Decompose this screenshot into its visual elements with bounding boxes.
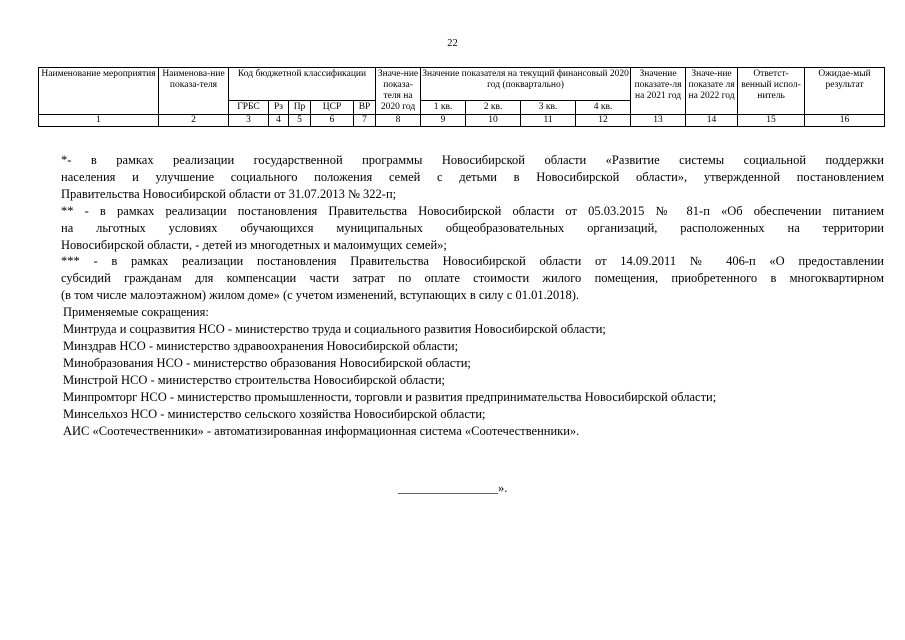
- column-number: 11: [521, 115, 576, 127]
- footnote-line: *** - в рамках реализации постановления Правительства Новосибирской области от 14.09.2011 № 406-п «О предоставлении: [61, 254, 884, 269]
- subheader-grbs: ГРБС: [229, 101, 269, 115]
- column-number: 13: [631, 115, 686, 127]
- header-value-2021: Значение показате-ля на 2021 год: [631, 68, 686, 115]
- header-responsible: Ответст-венный испол-нитель: [738, 68, 805, 115]
- abbreviation-item: Минздрав НСО - министерство здравоохранения Новосибирской области;: [63, 338, 459, 353]
- header-budget-code: Код бюджетной классификации: [229, 68, 376, 101]
- column-number: 16: [805, 115, 885, 127]
- subheader-pr: Пр: [289, 101, 311, 115]
- footnote-line: Правительства Новосибирской области от 31.07.2013 № 322-п;: [61, 186, 397, 201]
- abbreviation-item: Минпромторг НСО - министерство промышленности, торговли и развития предпринимательства Новосибирской области;: [63, 389, 717, 404]
- column-number: 14: [686, 115, 738, 127]
- header-value-2020: Значе-ние показа-теля на 2020 год: [376, 68, 421, 115]
- footnote-line: Новосибирской области, - детей из многодетных и малоимущих семей»;: [61, 237, 447, 252]
- abbreviation-item: АИС «Соотечественники» - автоматизированная информационная система «Соотечественники».: [63, 423, 580, 438]
- abbreviations-title: Применяемые сокращения:: [63, 305, 209, 320]
- header-measure: Наименование мероприятия: [39, 68, 159, 115]
- column-number: 6: [311, 115, 354, 127]
- page-number: 22: [447, 38, 458, 49]
- column-number: 1: [39, 115, 159, 127]
- footnote-3: [61, 253, 884, 304]
- subheader-rz: Рз: [269, 101, 289, 115]
- column-number: 3: [229, 115, 269, 127]
- subheader-vr: ВР: [354, 101, 376, 115]
- abbreviation-item: Минобразования НСО - министерство образования Новосибирской области;: [63, 355, 471, 370]
- column-number: 4: [269, 115, 289, 127]
- column-number: 2: [159, 115, 229, 127]
- abbreviation-item: Минстрой НСО - министерство строительства Новосибирской области;: [63, 372, 445, 387]
- column-number: 8: [376, 115, 421, 127]
- indicator-table: [38, 67, 885, 127]
- notes-section: [61, 152, 884, 439]
- abbreviation-item: Минсельхоз НСО - министерство сельского хозяйства Новосибирской области;: [63, 406, 486, 421]
- header-value-2022: Значе-ние показате ля на 2022 год: [686, 68, 738, 115]
- footnote-line: ** - в рамках реализации постановления Правительства Новосибирской области от 05.03.2015 № 81-п «Об обеспечении питанием: [61, 203, 884, 218]
- footnote-line: на льготных условиях обучающихся муниципальных общеобразовательных организаций, расположенных на территории: [61, 220, 884, 235]
- header-indicator: Наименова-ние показа-теля: [159, 68, 229, 115]
- closing-signature-line: ________________».: [398, 481, 508, 495]
- footnote-line: (в том числе малоэтажном) жилом доме» (с учетом изменений, вступающих в силу с 01.01.2018).: [61, 288, 579, 303]
- abbreviation-item: Минтруда и соцразвития НСО - министерство труда и социального развития Новосибирской области;: [63, 322, 606, 337]
- subheader-q2: 2 кв.: [466, 101, 521, 115]
- subheader-q3: 3 кв.: [521, 101, 576, 115]
- header-quarterly: Значение показателя на текущий финансовый 2020 год (поквартально): [421, 68, 631, 101]
- column-number: 5: [289, 115, 311, 127]
- column-number: 10: [466, 115, 521, 127]
- footnote-line: *- в рамках реализации государственной программы Новосибирской области «Развитие системы социальной поддержки: [61, 153, 884, 167]
- header-result: Ожидае-мый результат: [805, 68, 885, 115]
- subheader-csr: ЦСР: [311, 101, 354, 115]
- subheader-q1: 1 кв.: [421, 101, 466, 115]
- footnote-1: [61, 152, 884, 203]
- column-number: 7: [354, 115, 376, 127]
- footnote-line: населения и улучшение социального положения семей с детьми в Новосибирской области», утвержденной постановлением: [61, 169, 884, 184]
- column-number: 9: [421, 115, 466, 127]
- column-number: 15: [738, 115, 805, 127]
- subheader-q4: 4 кв.: [576, 101, 631, 115]
- footnote-2: [61, 203, 884, 254]
- footnote-line: субсидий гражданам для компенсации части затрат по оплате стоимости жилого помещения, приобретенного в многоквартирном: [61, 271, 884, 286]
- column-number: 12: [576, 115, 631, 127]
